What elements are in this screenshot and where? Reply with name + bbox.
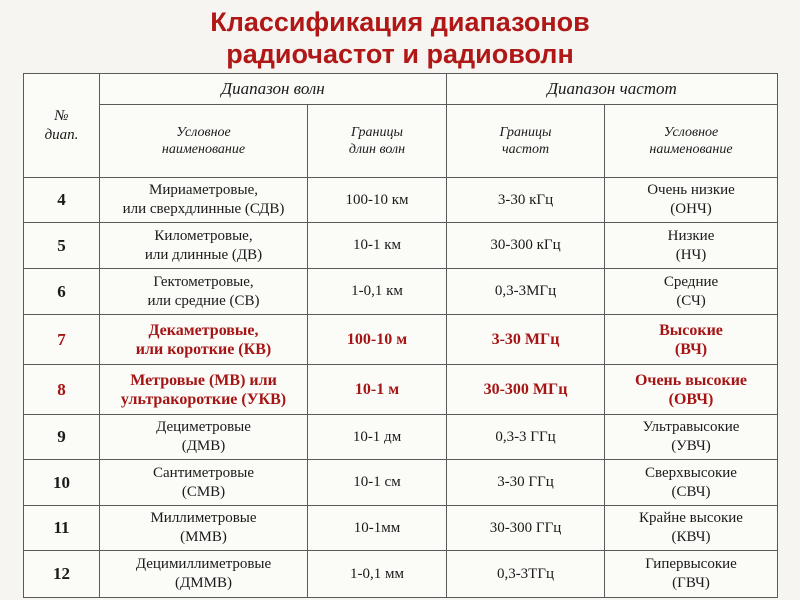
frequency-name: Гипервысокие (ГВЧ) [605, 551, 778, 598]
header-frequency-name: Условное наименование [605, 105, 778, 178]
wave-bounds: 10-1 км [308, 223, 447, 269]
frequency-name: Сверхвысокие (СВЧ) [605, 460, 778, 506]
frequency-bounds: 0,3-3ТГц [447, 551, 605, 598]
header-frequency-bounds: Границы частот [447, 105, 605, 178]
wave-name: Метровые (МВ) или ультракороткие (УКВ) [100, 365, 308, 415]
header-frequency-range: Диапазон частот [447, 74, 778, 105]
range-number: 8 [24, 365, 100, 415]
range-number: 4 [24, 178, 100, 223]
wave-name: Миллиметровые (ММВ) [100, 506, 308, 551]
table-row [24, 506, 778, 551]
wave-bounds: 1-0,1 км [308, 269, 447, 315]
frequency-name: Очень высокие (ОВЧ) [605, 365, 778, 415]
frequency-classification-table [23, 73, 778, 598]
title-line-2: радиочастот и радиоволн [226, 39, 574, 69]
frequency-bounds: 30-300 кГц [447, 223, 605, 269]
table-row [24, 460, 778, 506]
range-number: 5 [24, 223, 100, 269]
wave-bounds: 10-1мм [308, 506, 447, 551]
frequency-name: Очень низкие (ОНЧ) [605, 178, 778, 223]
wave-bounds: 10-1 дм [308, 415, 447, 460]
header-wave-range: Диапазон волн [100, 74, 447, 105]
page-title [0, 6, 800, 70]
header-num: № диап. [24, 74, 100, 178]
wave-bounds: 10-1 м [308, 365, 447, 415]
frequency-name: Ультравысокие (УВЧ) [605, 415, 778, 460]
table-row [24, 178, 778, 223]
range-number: 12 [24, 551, 100, 598]
frequency-bounds: 3-30 МГц [447, 315, 605, 365]
range-number: 11 [24, 506, 100, 551]
table-row [24, 551, 778, 598]
frequency-name: Низкие (НЧ) [605, 223, 778, 269]
wave-bounds: 1-0,1 мм [308, 551, 447, 598]
title-line-1: Классификация диапазонов [210, 7, 590, 37]
frequency-name: Средние (СЧ) [605, 269, 778, 315]
wave-name: Декаметровые, или короткие (КВ) [100, 315, 308, 365]
table-row [24, 269, 778, 315]
frequency-bounds: 0,3-3МГц [447, 269, 605, 315]
wave-name: Гектометровые, или средние (СВ) [100, 269, 308, 315]
wave-bounds: 100-10 м [308, 315, 447, 365]
header-wave-name: Условное наименование [100, 105, 308, 178]
table-row-highlighted [24, 365, 778, 415]
wave-name: Дециметровые (ДМВ) [100, 415, 308, 460]
wave-name: Мириаметровые, или сверхдлинные (СДВ) [100, 178, 308, 223]
frequency-name: Крайне высокие (КВЧ) [605, 506, 778, 551]
wave-name: Децимиллиметровые (ДММВ) [100, 551, 308, 598]
frequency-bounds: 3-30 кГц [447, 178, 605, 223]
table-row [24, 223, 778, 269]
range-number: 6 [24, 269, 100, 315]
header-row-groups [24, 74, 778, 105]
wave-bounds: 10-1 см [308, 460, 447, 506]
range-number: 10 [24, 460, 100, 506]
wave-bounds: 100-10 км [308, 178, 447, 223]
wave-name: Сантиметровые (СМВ) [100, 460, 308, 506]
frequency-bounds: 30-300 МГц [447, 365, 605, 415]
frequency-name: Высокие (ВЧ) [605, 315, 778, 365]
range-number: 9 [24, 415, 100, 460]
frequency-bounds: 0,3-3 ГГц [447, 415, 605, 460]
table-row-highlighted [24, 315, 778, 365]
range-number: 7 [24, 315, 100, 365]
wave-name: Километровые, или длинные (ДВ) [100, 223, 308, 269]
table-row [24, 415, 778, 460]
header-wave-bounds: Границы длин волн [308, 105, 447, 178]
frequency-bounds: 3-30 ГГц [447, 460, 605, 506]
header-row-subcolumns [24, 105, 778, 178]
frequency-bounds: 30-300 ГГц [447, 506, 605, 551]
